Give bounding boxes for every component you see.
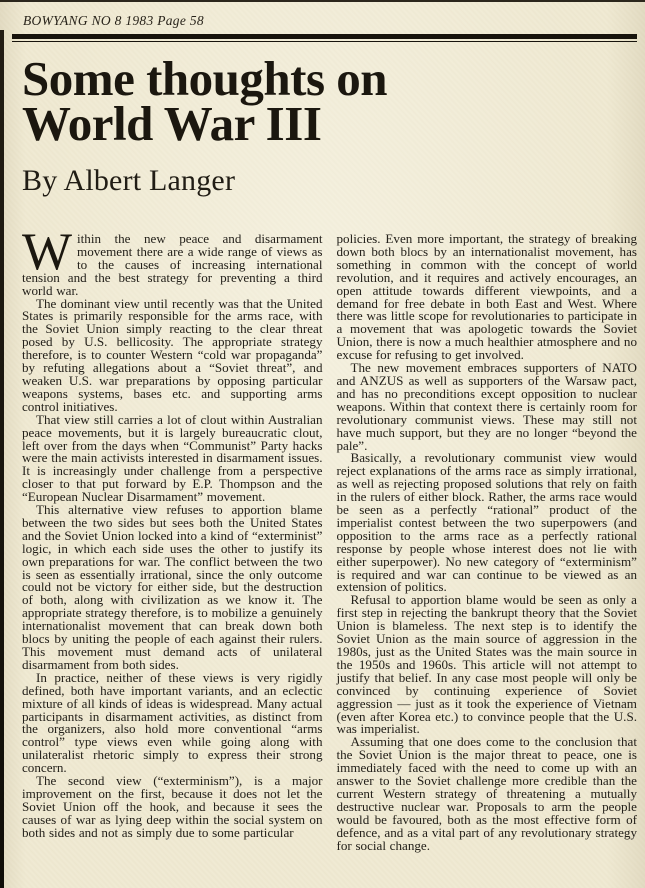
article-body <box>22 223 637 853</box>
paragraph: Basically, a revolutionary communist view would reject explanations of the arms race as simply irrational, as well as rejecting proposed solutions that rely on faith in the rulers of either block. Rather, the arms race would be seen as a perfectly “rational” product of the imperialist contest between the two superpowers (and opposition to the arms race as a perfectly rational response by people whose interest does not lie with either superpower). No new category of “exterminism” is required and war can continue to be viewed as an extension of politics. <box>336 450 637 595</box>
left-column <box>22 223 323 853</box>
paragraph-text: ithin the new peace and disarmament movement there are a wide range of views as to the causes of increasing international tension and the best strategy for preventing a third world war. <box>22 231 323 298</box>
paragraph: Refusal to apportion blame would be seen as only a first step in rejecting the bankrupt theory that the Soviet Union is blameless. The next step is to identify the Soviet Union as the main source of aggression in the 1980s, just as the United States was the main source in the 1950s and 1960s. This article will not attempt to justify that belief. In any case most people will only be convinced by continuing experience of Soviet aggression — just as it took the experience of Vietnam (even after Korea etc.) to convince people that the U.S. was imperialist. <box>336 592 637 737</box>
paragraph: The second view (“exterminism”), is a major improvement on the first, because it does not let the Soviet Union off the hook, and because it sees the causes of war as lying deep within the social system on both sides and not as simply due to some particular <box>22 773 323 840</box>
paragraph: The dominant view until recently was that the United States is primarily responsible for the arms race, with the Soviet Union simply reacting to the clear threat posed by U.S. bellicosity. The appropriate strategy therefore, is to counter Western “cold war propaganda” by refuting allegations about a “Soviet threat”, and weaken U.S. war preparations by opposing particular weapons systems, bases etc. and supporting arms control initiatives. <box>22 295 323 414</box>
paragraph: Assuming that one does come to the conclusion that the Soviet Union is the major threat to peace, one is immediately faced with the need to come up with an answer to the Soviet challenge more credible than the current Western strategy of threatening a mutually destructive nuclear war. Proposals to arm the people would be favoured, both as the most effective form of defence, and as a vital part of any revolutionary strategy for social change. <box>336 734 637 853</box>
right-column <box>337 233 638 853</box>
paragraph-continuation: policies. Even more important, the strategy of breaking down both blocs by an internationalist movement, has something in common with the concept of world revolution, and it requires and actively encourages, an open attitude towards different viewpoints, and a demand for free debate in both East and West. Where there was little scope for revolutionaries to participate in a movement that was apologetic towards the Soviet Union, there is now a much healthier atmosphere and no excuse for refusing to get involved. <box>336 231 637 363</box>
paragraph: That view still carries a lot of clout within Australian peace movements, but it is largely bureaucratic clout, left over from the days when “Communist” Party hacks were the main activists interested in disarmament issues. It is increasingly under challenge from a perspective closer to that put forward by E.P. Thompson and the “European Nuclear Disarmament” movement. <box>22 411 323 505</box>
drop-cap: W <box>22 223 73 281</box>
header-rule <box>12 34 637 42</box>
scan-spine-shadow <box>0 30 4 888</box>
running-head: BOWYANG NO 8 1983 Page 58 <box>23 13 204 28</box>
paragraph: In practice, neither of these views is very rigidly defined, both have important variants, and an eclectic mixture of all kinds of ideas is widespread. Many actual participants in disarmament activities, as distinct from the organizers, also hold more conventional “arms control” type views even while going along with unilateralist rhetoric simply to express their strong concern. <box>22 669 323 776</box>
article-title <box>22 51 637 151</box>
paragraph: The new movement embraces supporters of NATO and ANZUS as well as supporters of the Warsaw pact, and has no preconditions except opposition to nuclear weapons. Within that context there is certainly room for revolutionary communist views. These may still not have much support, but they are no longer “beyond the pale”. <box>336 360 637 453</box>
article-title-line2: World War III <box>22 96 322 151</box>
paragraph-opening <box>22 223 323 298</box>
paragraph: This alternative view refuses to apportion blame between the two sides but sees both the United States and the Soviet Union locked into a kind of “exterminist” logic, in which each side uses the other to justify its own preparations for war. The conflict between the two is seen as essentially irrational, since the only outcome could not be victory for either side, but the destruction of both, along with civilization as we know it. The appropriate strategy therefore, is to mobilize a genuinely internationalist movement that can break down both blocs by uniting the people of each against their rulers. This movement must demand acts of unilateral disarmament from both sides. <box>22 502 323 672</box>
article-title-line1: Some thoughts on <box>22 51 388 106</box>
header-rule-thick <box>12 34 637 39</box>
byline: By Albert Langer <box>22 164 236 197</box>
header-rule-thin <box>12 41 637 43</box>
